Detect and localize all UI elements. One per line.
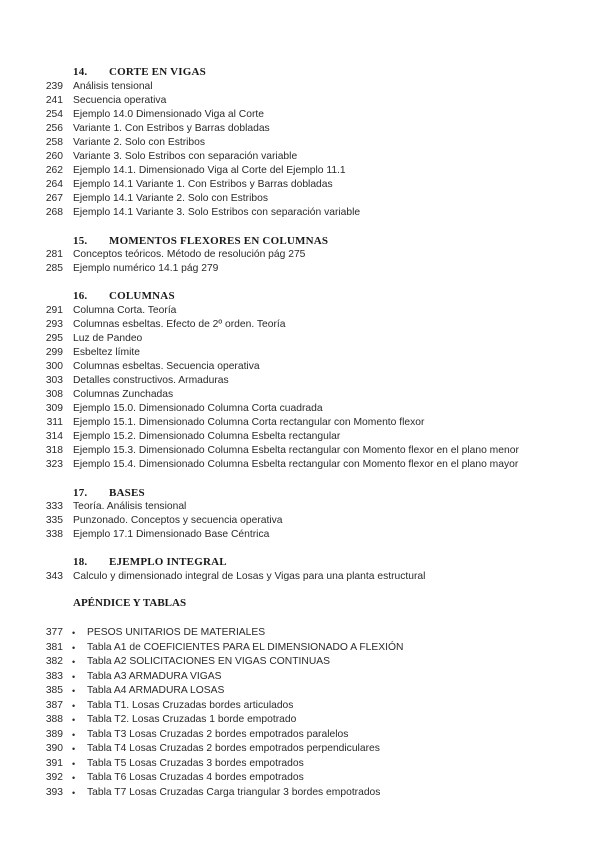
bullet-icon: • xyxy=(72,672,76,682)
page-number: 389 xyxy=(45,729,63,740)
toc-row[interactable] xyxy=(0,374,600,388)
appendix-row[interactable] xyxy=(0,728,600,742)
page-number: 262 xyxy=(45,165,63,176)
toc-row[interactable] xyxy=(0,500,600,514)
page-number: 256 xyxy=(45,123,63,134)
bullet-icon: • xyxy=(72,657,76,667)
entry-text: Ejemplo 15.2. Dimensionado Columna Esbelta rectangular xyxy=(73,431,341,442)
section-title: COLUMNAS xyxy=(109,290,175,302)
entry-text: Ejemplo 14.1 Variante 1. Con Estribos y Barras dobladas xyxy=(73,179,333,190)
page-number: 281 xyxy=(45,249,63,260)
page-number: 382 xyxy=(45,656,63,667)
entry-text: PESOS UNITARIOS DE MATERIALES xyxy=(87,627,266,638)
bullet-icon: • xyxy=(72,730,76,740)
entry-text: Punzonado. Conceptos y secuencia operativa xyxy=(73,515,283,526)
page-number: 268 xyxy=(45,207,63,218)
bullet-icon: • xyxy=(72,744,76,754)
toc-row[interactable] xyxy=(0,444,600,458)
toc-row[interactable] xyxy=(0,150,600,164)
bullet-icon: • xyxy=(72,643,76,653)
appendix-row[interactable] xyxy=(0,713,600,727)
entry-text: Variante 1. Con Estribos y Barras dobladas xyxy=(73,123,270,134)
entry-text: Tabla T6 Losas Cruzadas 4 bordes empotrados xyxy=(87,772,304,783)
page-number: 295 xyxy=(45,333,63,344)
entry-text: Calculo y dimensionado integral de Losas y Vigas para una planta estructural xyxy=(73,571,426,582)
toc-row[interactable] xyxy=(0,262,600,276)
page-number: 299 xyxy=(45,347,63,358)
section-title: CORTE EN VIGAS xyxy=(109,66,206,78)
section-number: 15. xyxy=(73,235,88,247)
page-number: 241 xyxy=(45,95,63,106)
page-number: 318 xyxy=(45,445,63,456)
toc-row[interactable] xyxy=(0,80,600,94)
toc-row[interactable] xyxy=(0,416,600,430)
section-14-heading xyxy=(73,66,206,78)
bullet-icon: • xyxy=(72,759,76,769)
bullet-icon: • xyxy=(72,701,76,711)
page-number: 388 xyxy=(45,714,63,725)
toc-row[interactable] xyxy=(0,206,600,220)
section-16-heading xyxy=(73,290,175,302)
page-number: 387 xyxy=(45,700,63,711)
toc-row[interactable] xyxy=(0,122,600,136)
page-number: 254 xyxy=(45,109,63,120)
appendix-row[interactable] xyxy=(0,626,600,640)
entry-text: Tabla T7 Losas Cruzadas Carga triangular 3 bordes empotrados xyxy=(87,787,381,798)
section-title: EJEMPLO INTEGRAL xyxy=(109,556,227,568)
toc-row[interactable] xyxy=(0,528,600,542)
toc-row[interactable] xyxy=(0,304,600,318)
entry-text: Tabla A4 ARMADURA LOSAS xyxy=(87,685,225,696)
page-number: 293 xyxy=(45,319,63,330)
page-number: 300 xyxy=(45,361,63,372)
section-17-heading xyxy=(73,487,145,499)
page-number: 391 xyxy=(45,758,63,769)
page-number: 291 xyxy=(45,305,63,316)
entry-text: Ejemplo 15.4. Dimensionado Columna Esbelta rectangular con Momento flexor en el plano mayor xyxy=(73,459,519,470)
entry-text: Variante 3. Solo Estribos con separación variable xyxy=(73,151,298,162)
section-number: 14. xyxy=(73,66,88,78)
entry-text: Ejemplo 15.0. Dimensionado Columna Corta cuadrada xyxy=(73,403,323,414)
bullet-icon: • xyxy=(72,715,76,725)
section-title: BASES xyxy=(109,487,145,499)
toc-row[interactable] xyxy=(0,360,600,374)
toc-row[interactable] xyxy=(0,192,600,206)
page-number: 383 xyxy=(45,671,63,682)
entry-text: Luz de Pandeo xyxy=(73,333,143,344)
entry-text: Columnas esbeltas. Secuencia operativa xyxy=(73,361,260,372)
page-number: 260 xyxy=(45,151,63,162)
toc-row[interactable] xyxy=(0,346,600,360)
entry-text: Tabla T4 Losas Cruzadas 2 bordes empotrados perpendiculares xyxy=(87,743,380,754)
entry-text: Tabla T1. Losas Cruzadas bordes articulados xyxy=(87,700,294,711)
page-number: 303 xyxy=(45,375,63,386)
appendix-row[interactable] xyxy=(0,670,600,684)
toc-row[interactable] xyxy=(0,402,600,416)
page-number: 338 xyxy=(45,529,63,540)
entry-text: Columna Corta. Teoría xyxy=(73,305,177,316)
entry-text: Ejemplo 14.0 Dimensionado Viga al Corte xyxy=(73,109,264,120)
page-number: 343 xyxy=(45,571,63,582)
section-15-heading xyxy=(73,235,328,247)
appendix-row[interactable] xyxy=(0,655,600,669)
page-number: 377 xyxy=(45,627,63,638)
toc-row[interactable] xyxy=(0,108,600,122)
bullet-icon: • xyxy=(72,773,76,783)
entry-text: Tabla T3 Losas Cruzadas 2 bordes empotrados paralelos xyxy=(87,729,349,740)
toc-row[interactable] xyxy=(0,332,600,346)
page-number: 239 xyxy=(45,81,63,92)
toc-row[interactable] xyxy=(0,430,600,444)
toc-row[interactable] xyxy=(0,136,600,150)
section-18-heading xyxy=(73,556,227,568)
appendix-row[interactable] xyxy=(0,684,600,698)
entry-text: Ejemplo 14.1 Variante 3. Solo Estribos con separación variable xyxy=(73,207,361,218)
toc-row[interactable] xyxy=(0,514,600,528)
entry-text: Análisis tensional xyxy=(73,81,153,92)
toc-row[interactable] xyxy=(0,318,600,332)
page-number: 309 xyxy=(45,403,63,414)
page-number: 308 xyxy=(45,389,63,400)
entry-text: Ejemplo 15.3. Dimensionado Columna Esbelta rectangular con Momento flexor en el plano menor xyxy=(73,445,519,456)
toc-row[interactable] xyxy=(0,388,600,402)
page-number: 264 xyxy=(45,179,63,190)
entry-text: Ejemplo 15.1. Dimensionado Columna Corta rectangular con Momento flexor xyxy=(73,417,425,428)
page-number: 333 xyxy=(45,501,63,512)
appendix-row[interactable] xyxy=(0,771,600,785)
page-number: 393 xyxy=(45,787,63,798)
entry-text: Columnas Zunchadas xyxy=(73,389,174,400)
entry-text: Teoría. Análisis tensional xyxy=(73,501,187,512)
entry-text: Ejemplo 17.1 Dimensionado Base Céntrica xyxy=(73,529,270,540)
toc-row[interactable] xyxy=(0,164,600,178)
entry-text: Tabla A2 SOLICITACIONES EN VIGAS CONTINUAS xyxy=(87,656,330,667)
page-number: 385 xyxy=(45,685,63,696)
entry-text: Variante 2. Solo con Estribos xyxy=(73,137,206,148)
page-number: 392 xyxy=(45,772,63,783)
section-number: 16. xyxy=(73,290,88,302)
section-number: 17. xyxy=(73,487,88,499)
bullet-icon: • xyxy=(72,628,76,638)
section-number: 18. xyxy=(73,556,88,568)
bullet-icon: • xyxy=(72,686,76,696)
toc-row[interactable] xyxy=(0,458,600,472)
page-number: 323 xyxy=(45,459,63,470)
page-number: 285 xyxy=(45,263,63,274)
appendix-row[interactable] xyxy=(0,641,600,655)
entry-text: Tabla T2. Losas Cruzadas 1 borde empotrado xyxy=(87,714,297,725)
appendix-row[interactable] xyxy=(0,757,600,771)
page-number: 267 xyxy=(45,193,63,204)
entry-text: Tabla T5 Losas Cruzadas 3 bordes empotrados xyxy=(87,758,304,769)
toc-row[interactable] xyxy=(0,178,600,192)
page-number: 311 xyxy=(46,417,63,428)
page-number: 314 xyxy=(45,431,63,442)
page-number: 390 xyxy=(45,743,63,754)
appendix-heading: APÉNDICE Y TABLAS xyxy=(73,597,187,609)
section-title: MOMENTOS FLEXORES EN COLUMNAS xyxy=(109,235,329,247)
bullet-icon: • xyxy=(72,788,76,798)
toc-row[interactable] xyxy=(0,248,600,262)
toc-row[interactable] xyxy=(0,570,600,584)
entry-text: Ejemplo numérico 14.1 pág 279 xyxy=(73,263,219,274)
entry-text: Ejemplo 14.1 Variante 2. Solo con Estribos xyxy=(73,193,268,204)
appendix-row[interactable] xyxy=(0,699,600,713)
entry-text: Columnas esbeltas. Efecto de 2º orden. Teoría xyxy=(73,319,286,330)
entry-text: Tabla A3 ARMADURA VIGAS xyxy=(87,671,222,682)
page-number: 335 xyxy=(45,515,63,526)
entry-text: Conceptos teóricos. Método de resolución pág 275 xyxy=(73,249,306,260)
entry-text: Secuencia operativa xyxy=(73,95,167,106)
page-number: 258 xyxy=(45,137,63,148)
appendix-row[interactable] xyxy=(0,786,600,800)
page-number: 381 xyxy=(45,642,63,653)
entry-text: Esbeltez límite xyxy=(73,347,140,358)
entry-text: Detalles constructivos. Armaduras xyxy=(73,375,229,386)
entry-text: Ejemplo 14.1. Dimensionado Viga al Corte del Ejemplo 11.1 xyxy=(73,165,346,176)
entry-text: Tabla A1 de COEFICIENTES PARA EL DIMENSIONADO A FLEXIÓN xyxy=(87,642,404,653)
toc-row[interactable] xyxy=(0,94,600,108)
appendix-row[interactable] xyxy=(0,742,600,756)
